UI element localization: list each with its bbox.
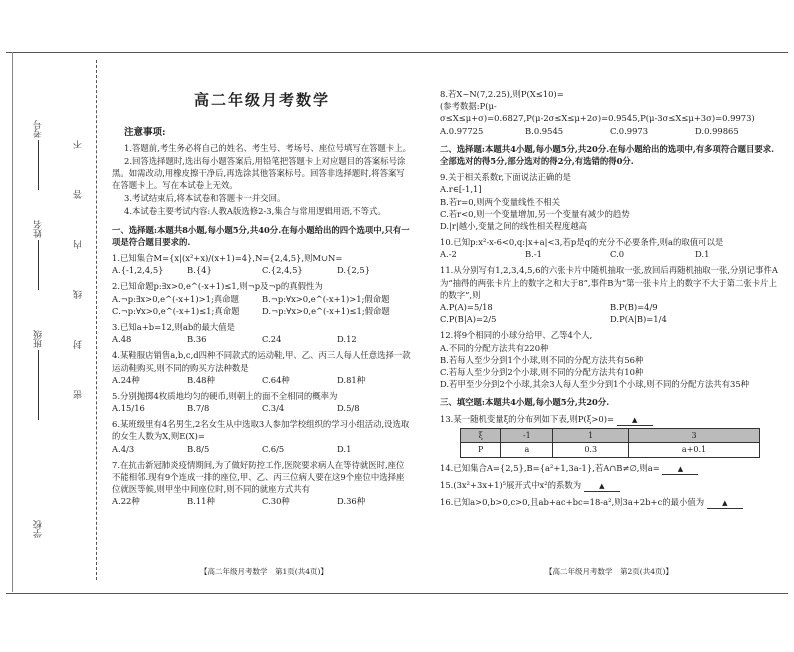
notes-heading: 注意事项: <box>124 126 166 138</box>
option-c: C.若每人至少分到2个小球,则不同的分配方法共有10种 <box>440 366 644 377</box>
table-row <box>461 428 760 443</box>
page-1-footer: 【高二年级月考数学 第1页(共4页)】 <box>200 567 328 576</box>
option-b: B.36 <box>187 334 207 345</box>
option-b: B.48种 <box>187 374 215 385</box>
answer-blank: ▲ <box>662 464 698 475</box>
question-stem: 12.将9个相同的小球分给甲、乙等4个人, <box>440 330 593 341</box>
option-d: D.|r|越小,变量之间的线性相关程度越高 <box>440 220 588 231</box>
question-6 <box>112 418 412 455</box>
option-d: D.0.99865 <box>695 125 739 136</box>
note-item: 2.回答选择题时,选出每小题答案后,用铅笔把答题卡上对应题目的答案标号涂黑。如需改动,用橡皮擦干净后,再选涂其他答案标号。回答非选择题时,将答案写在答题卡上。写在本试卷上无效。 <box>112 155 406 191</box>
option-b: B.0.9545 <box>525 125 564 136</box>
option-d: D.12 <box>337 334 357 345</box>
option-c: C.0.9973 <box>610 125 649 136</box>
section-1-heading: 一、选择题:本题共8小题,每小题5分,共40分.在每小题给出的四个选项中,只有一项是符合题目要求的. <box>112 224 410 247</box>
option-b: B.若每人至少分到1个小球,则不同的分配方法共有56种 <box>440 354 644 365</box>
question-stem: 10.已知p:x²-x-6<0,q:|x+a|<3,若p是q的充分不必要条件,则a的取值可以是 <box>440 237 724 248</box>
answer-blank: ▲ <box>617 415 653 426</box>
question-16 <box>440 496 780 509</box>
question-8 <box>440 88 780 137</box>
options <box>112 293 412 317</box>
question-15 <box>440 479 780 492</box>
question-3 <box>112 321 412 345</box>
class-line <box>38 350 39 420</box>
table-cell: P <box>461 443 501 458</box>
option-d: D.¬p:∀x>0,e^(-x+1)≤1;假命题 <box>262 305 390 316</box>
option-b: B.8/5 <box>187 443 210 454</box>
option-d: D.若甲至少分到2个小球,其余3人每人至少分到1个小球,则不同的分配方法共有35种 <box>440 379 750 390</box>
option-c: C.6/5 <box>262 443 285 454</box>
distribution-table <box>460 428 760 458</box>
question-stem: 3.已知a+b=12,则ab的最大值是 <box>112 321 236 332</box>
seal-char: 线 <box>74 290 84 299</box>
option-b: B.7/8 <box>187 403 210 414</box>
question-5 <box>112 390 412 414</box>
option-d: D.81种 <box>337 374 366 385</box>
seal-char: 不 <box>74 140 84 149</box>
question-1 <box>112 252 412 276</box>
option-a: A.P(A)=5/18 <box>440 302 493 312</box>
option-c: C.30种 <box>262 496 290 507</box>
option-b: B.-1 <box>525 249 542 260</box>
table-row <box>461 443 760 458</box>
option-a: A.不同的分配方法共有220种 <box>440 342 549 353</box>
name-label: 姓名 <box>34 220 44 238</box>
table-cell: a+0.1 <box>629 443 760 458</box>
question-stem: 15.(3x²+3x+1)⁵展开式中x²的系数为 <box>440 479 582 490</box>
option-c: C.¬p:∀x>0,e^(-x+1)≤1;真命题 <box>112 305 240 316</box>
right-column <box>440 84 780 509</box>
option-d: D.1 <box>695 249 710 260</box>
options <box>112 264 412 276</box>
question-stem: 4.某鞋服店销售a,b,c,d四种不同款式的运动鞋,甲、乙、丙三人每人任意选择一款运动鞋购买,则不同的购买方法种数是 <box>112 350 411 373</box>
question-stem: 13.某一随机变量ξ的分布列如下表,则P(ξ>0)= <box>440 413 614 424</box>
question-7 <box>112 459 412 508</box>
options <box>440 342 780 391</box>
question-13 <box>440 413 780 458</box>
question-stem: 14.已知集合A={2,5},B={a²+1,3a-1},若A∩B≠∅,则a= <box>440 462 660 473</box>
question-stem: 7.在抗击新冠肺炎疫情期间,为了做好防控工作,医院要求病人在等待就医时,座位不能相邻.现有9个连成一排的座位,甲、乙、丙三位病人要在这9个座位中选择座位就医等候,则甲坐中间座位时,则不同的就座方式共有 <box>112 459 405 495</box>
options <box>440 248 780 260</box>
note-item: 3.考试结束后,将本试卷和答题卡一并交回。 <box>124 193 286 204</box>
class-label: 班级 <box>34 330 44 348</box>
option-a: A.4/3 <box>112 443 135 454</box>
option-c: C.{2,4,5} <box>262 265 303 276</box>
reference-data: (参考数据:P(μ-σ≤X≤μ+σ)=0.6827,P(μ-2σ≤X≤μ+2σ)=0.9545,P(μ-3σ≤X≤μ+3σ)=0.9973) <box>440 101 755 124</box>
option-c: C.P(B|A)=2/5 <box>440 314 497 325</box>
options <box>440 183 780 232</box>
seal-char: 答 <box>74 190 84 199</box>
section-2-heading: 二、选择题:本题共4小题,每小题5分,共20分.在每小题给出的选项中,有多项符合题目要求.全部选对的得5分,部分选对的得2分,有选错的得0分. <box>440 143 775 166</box>
exam-title: 高二年级月考数学 <box>193 91 330 109</box>
option-c: C.0 <box>610 249 625 260</box>
question-stem: 2.已知命题p:∃x>0,e^(-x+1)≤1,则¬p及¬p的真假性为 <box>112 281 323 292</box>
option-d: D.36种 <box>337 496 366 507</box>
options <box>440 125 780 137</box>
question-stem: 5.分别抛掷4枚质地均匀的硬币,则朝上的面不全相同的概率为 <box>112 390 338 401</box>
option-c: C.3/4 <box>262 403 285 414</box>
question-stem: 8.若X~N(7,2.25),则P(X≤10)= <box>440 89 564 99</box>
option-a: A.¬p:∃x>0,e^(-x+1)>1;真命题 <box>112 293 239 304</box>
seal-dashed-line <box>96 60 97 580</box>
option-c: C.24 <box>262 334 282 345</box>
question-9 <box>440 171 780 232</box>
option-d: D.P(A|B)=1/4 <box>610 314 667 325</box>
question-stem: 6.某班级里有4名男生,2名女生从中选取3人参加学校组织的学习小组活动,设选取的女生人数为X,则E(X)= <box>112 419 410 442</box>
option-d: D.5/8 <box>337 403 360 414</box>
option-b: B.P(B)=4/9 <box>610 302 658 312</box>
page-2-footer: 【高二年级月考数学 第2页(共4页)】 <box>545 567 673 576</box>
option-b: B.若r=0,则两个变量线性不相关 <box>440 196 560 207</box>
question-10 <box>440 236 780 260</box>
options <box>440 301 780 325</box>
exam-no-label: 考号 <box>34 120 44 138</box>
options <box>112 443 412 455</box>
table-cell: 3 <box>629 428 760 443</box>
option-a: A.48 <box>112 334 132 345</box>
exam-no-line <box>38 140 39 190</box>
table-cell: ξ <box>461 428 501 443</box>
option-a: A.-2 <box>440 249 457 260</box>
left-column <box>112 60 412 508</box>
question-stem: 1.已知集合M={x|(x²+x)/(x+1)=4},N={2,4,5},则M∪N= <box>112 253 343 264</box>
question-11 <box>440 264 780 325</box>
question-12 <box>440 329 780 390</box>
answer-blank: ▲ <box>584 481 620 492</box>
option-a: A.{-1,2,4,5} <box>112 265 164 276</box>
question-stem: 9.关于相关系数r,下面说法正确的是 <box>440 172 571 183</box>
table-cell: 1 <box>553 428 629 443</box>
option-d: D.1 <box>337 443 352 454</box>
option-a: A.15/16 <box>112 403 145 414</box>
seal-char: 内 <box>74 240 84 249</box>
option-a: A.24种 <box>112 374 140 385</box>
option-a: A.22种 <box>112 496 140 507</box>
options <box>112 402 412 414</box>
note-item: 1.答题前,考生务必将自己的姓名、考生号、考场号、座位号填写在答题卡上。 <box>124 142 412 153</box>
question-4 <box>112 349 412 386</box>
question-14 <box>440 462 780 475</box>
question-2 <box>112 280 412 317</box>
section-3-heading: 三、填空题:本题共4小题,每小题5分,共20分. <box>440 397 610 408</box>
options <box>112 374 412 386</box>
table-cell: 0.3 <box>553 443 629 458</box>
answer-blank: ▲ <box>707 498 743 509</box>
seal-char: 密 <box>74 390 84 399</box>
options <box>112 495 412 507</box>
option-b: B.11种 <box>187 496 215 507</box>
table-cell: a <box>501 443 553 458</box>
question-stem: 11.从分别写有1,2,3,4,5,6的六张卡片中随机抽取一张,放回后再随机抽取一张,分别记事件A为“抽得的两张卡片上的数字之和大于8”,事件B为“第一张卡片上的数字不大于第二张卡片上的数字”,则 <box>440 265 778 300</box>
option-a: A.r∈[-1,1] <box>440 184 482 195</box>
option-c: C.64种 <box>262 374 290 385</box>
school-label: 学校 <box>34 520 44 538</box>
option-d: D.{2,5} <box>337 265 371 276</box>
option-a: A.0.97725 <box>440 125 484 136</box>
options <box>112 333 412 345</box>
option-c: C.若r<0,则一个变量增加,另一个变量有减少的趋势 <box>440 208 630 219</box>
note-item: 4.本试卷主要考试内容:人教A版选修2-3,集合与常用逻辑用语,不等式。 <box>124 206 386 217</box>
question-stem: 16.已知a>0,b>0,c>0,且ab+ac+bc=18-a²,则3a+2b+c的最小值为 <box>440 497 705 508</box>
table-cell: -1 <box>501 428 553 443</box>
seal-char: 封 <box>74 340 84 349</box>
option-b: B.¬p:∀x>0,e^(-x+1)>1;假命题 <box>262 293 390 304</box>
option-b: B.{4} <box>187 265 212 276</box>
binding-area <box>4 120 104 540</box>
name-line <box>38 240 39 290</box>
